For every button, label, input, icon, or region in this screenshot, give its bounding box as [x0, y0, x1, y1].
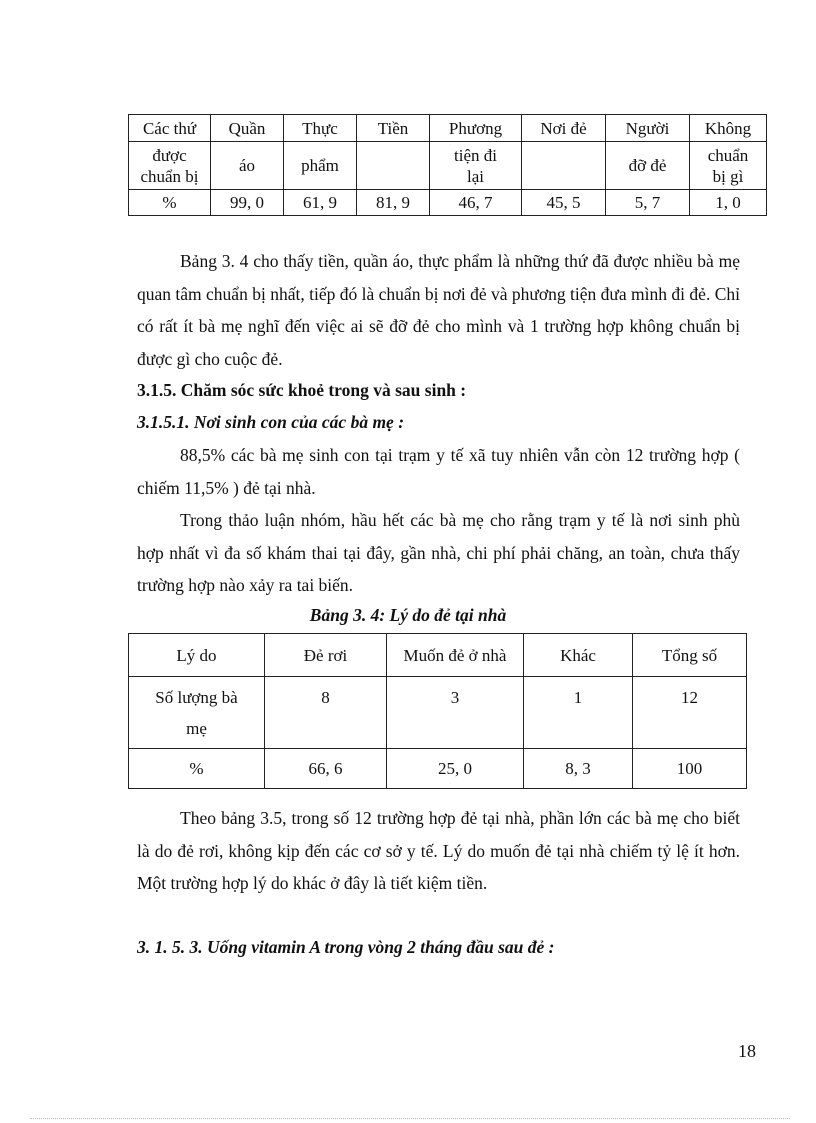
- t1-col-subheader: áo: [211, 142, 284, 190]
- t1-value: 45, 5: [522, 190, 606, 216]
- t1-value: 61, 9: [284, 190, 357, 216]
- t2-percent-label: %: [129, 749, 265, 789]
- t2-count: 12: [633, 677, 747, 749]
- table-home-birth-reasons: [128, 633, 747, 789]
- t1-col-subheader: đỡ đẻ: [606, 142, 690, 190]
- t2-count: 8: [265, 677, 387, 749]
- table-prepared-items: [128, 114, 767, 216]
- t1-percent-label: %: [129, 190, 211, 216]
- section-heading-3-1-5-1: 3.1.5.1. Nơi sinh con của các bà mẹ :: [137, 412, 405, 432]
- t1-col-subheader: chuẩn bị gì: [690, 142, 767, 190]
- page-bottom-divider: [30, 1118, 790, 1119]
- t1-value: 99, 0: [211, 190, 284, 216]
- t2-percent: 66, 6: [265, 749, 387, 789]
- t1-col-header: Tiền: [357, 115, 430, 142]
- paragraph-table-3-4-summary: Bảng 3. 4 cho thấy tiền, quần áo, thực phẩm là những thứ đã được nhiều bà mẹ quan tâm chuẩn bị nhất, tiếp đó là chuẩn bị nơi đẻ và phương tiện đưa mình đi đẻ. Chỉ có rất ít bà mẹ nghĩ đến việc ai sẽ đỡ đẻ cho mình và 1 trường hợp không chuẩn bị được gì cho cuộc đẻ.: [137, 251, 740, 369]
- t1-col-subheader: [522, 142, 606, 190]
- section-heading-3-1-5-3: 3. 1. 5. 3. Uống vitamin A trong vòng 2 tháng đầu sau đẻ :: [137, 937, 555, 957]
- t1-row-label-top: Các thứ: [129, 115, 211, 142]
- paragraph-group-discussion: Trong thảo luận nhóm, hầu hết các bà mẹ cho rằng trạm y tế là nơi sinh phù hợp nhất vì đa số khám thai tại đây, gần nhà, chi phí phải chăng, an toàn, chưa thấy trường hợp nào xảy ra tai biến.: [137, 510, 740, 595]
- t2-count: 3: [387, 677, 524, 749]
- t1-col-header: Nơi đẻ: [522, 115, 606, 142]
- t1-col-header: Người: [606, 115, 690, 142]
- page-number: 18: [738, 1041, 756, 1061]
- t2-header: Đẻ rơi: [265, 634, 387, 677]
- t1-col-subheader: [357, 142, 430, 190]
- t2-header: Tổng số: [633, 634, 747, 677]
- t1-col-header: Không: [690, 115, 767, 142]
- paragraph-table-3-5-summary: Theo bảng 3.5, trong số 12 trường hợp đẻ tại nhà, phần lớn các bà mẹ cho biết là do đẻ rơi, không kịp đến các cơ sở y tế. Lý do muốn đẻ tại nhà chiếm tỷ lệ ít hơn. Một trường hợp lý do khác ở đây là tiết kiệm tiền.: [137, 808, 740, 893]
- t1-col-subheader: tiện đi lại: [430, 142, 522, 190]
- t1-value: 5, 7: [606, 190, 690, 216]
- t1-col-subheader: phẩm: [284, 142, 357, 190]
- t1-row-label-bottom: được chuẩn bị: [129, 142, 211, 190]
- t1-value: 46, 7: [430, 190, 522, 216]
- t2-percent: 8, 3: [524, 749, 633, 789]
- t1-col-header: Thực: [284, 115, 357, 142]
- t1-col-header: Phương: [430, 115, 522, 142]
- t1-col-header: Quần: [211, 115, 284, 142]
- t1-value: 1, 0: [690, 190, 767, 216]
- t2-header: Lý do: [129, 634, 265, 677]
- t2-percent: 100: [633, 749, 747, 789]
- section-heading-3-1-5: 3.1.5. Chăm sóc sức khoẻ trong và sau sinh :: [137, 380, 467, 400]
- paragraph-birth-place: 88,5% các bà mẹ sinh con tại trạm y tế xã tuy nhiên vẫn còn 12 trường hợp ( chiếm 11,5% ) đẻ tại nhà.: [137, 445, 740, 498]
- t2-percent: 25, 0: [387, 749, 524, 789]
- table-caption: Bảng 3. 4: Lý do đẻ tại nhà: [309, 605, 507, 625]
- t2-header: Muốn đẻ ở nhà: [387, 634, 524, 677]
- t2-count-label: Số lượng bà mẹ: [129, 677, 265, 749]
- t1-value: 81, 9: [357, 190, 430, 216]
- t2-count: 1: [524, 677, 633, 749]
- t2-header: Khác: [524, 634, 633, 677]
